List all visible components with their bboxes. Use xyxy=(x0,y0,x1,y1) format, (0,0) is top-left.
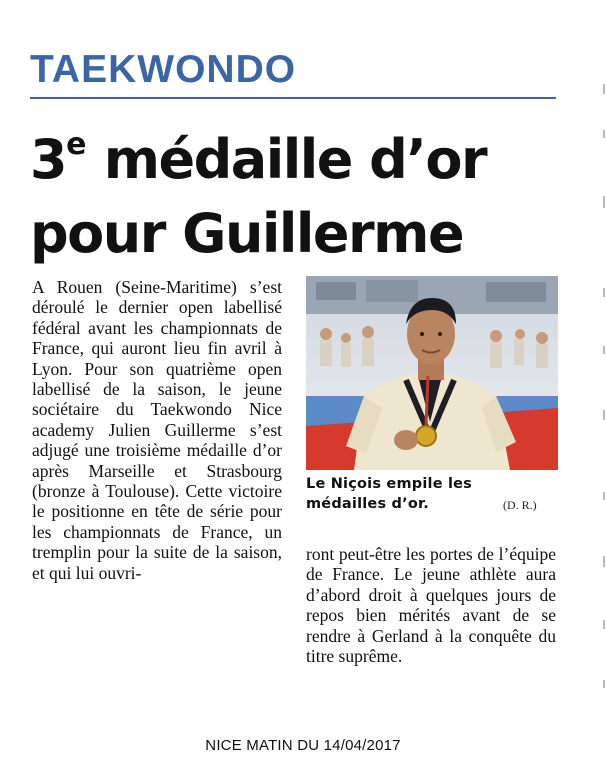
article-body-column-1 xyxy=(32,277,282,583)
article-headline xyxy=(30,108,570,271)
adjacent-column-edge xyxy=(602,0,606,768)
headline-line-1: 3e médaille d’or xyxy=(30,127,487,191)
rubric-underline xyxy=(30,97,556,99)
source-line: NICE MATIN DU 14/04/2017 xyxy=(205,737,401,754)
article-body-column-2 xyxy=(306,544,556,666)
headline-line-2: pour Guillerme xyxy=(30,202,464,265)
article-photo xyxy=(306,276,558,470)
athlete-photo-illustration xyxy=(306,276,558,470)
section-rubric: TAEKWONDO xyxy=(30,48,297,91)
photo-caption: Le Niçois empile les médailles d’or. xyxy=(306,476,473,512)
photo-credit: (D. R.) xyxy=(503,498,537,512)
previous-article-fragment xyxy=(190,0,510,2)
body-text-col1: A Rouen (Seine-Maritime) s’est déroulé le dernier open labellisé fédéral avant les championnats de France, qui auront lieu fin avril à Lyon. Pour son quatrième open labellisé de la saison, le jeune sociétaire du Taekwondo Nice academy Julien Guillerme s’est adjugé une troisième médaille d’or après Marseille et Strasbourg (bronze à Toulouse). Cette victoire le positionne en tête de série pour les championnats de France, un tremplin pour la suite de la saison, et qui lui ouvri- xyxy=(32,277,282,583)
body-text-col2: ront peut-être les portes de l’équipe de France. Le jeune athlète aura d’abord droit à quelques jours de repos bien mérités avant de se rendre à Gerland à la conquête du titre suprême. xyxy=(306,544,556,667)
